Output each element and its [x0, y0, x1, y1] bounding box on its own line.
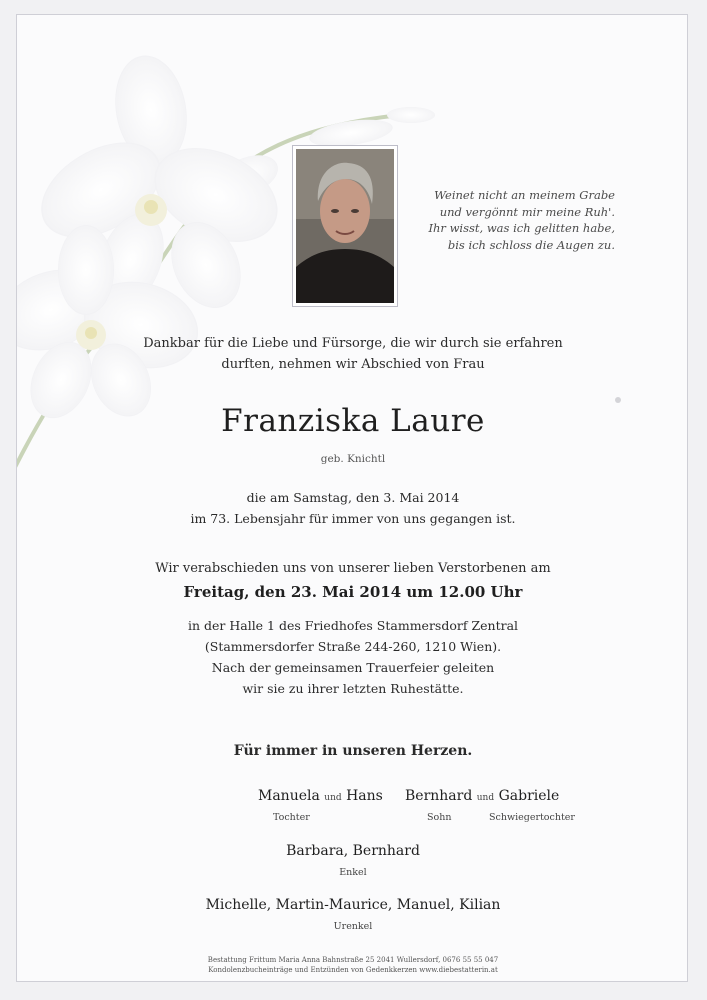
- death-line: im 73. Lebensjahr für immer von uns gegangen ist.: [190, 511, 516, 526]
- role-tochter: Tochter: [273, 812, 310, 823]
- maiden-name: geb. Knichtl: [320, 453, 386, 465]
- role-urenkel: Urenkel: [333, 921, 373, 932]
- und-connector: und: [324, 793, 342, 803]
- mourner-bernhard-gabriele: [405, 788, 559, 804]
- death-line: die am Samstag, den 3. Mai 2014: [246, 490, 460, 505]
- mourner-great-grandchildren: Michelle, Martin-Maurice, Manuel, Kilian: [205, 897, 501, 913]
- poem: [417, 187, 615, 253]
- funeral-home-footer: [17, 955, 688, 975]
- intro-text: [17, 333, 688, 375]
- footer-line: Kondolenzbucheinträge und Entzünden von Gedenkkerzen www.diebestatterin.at: [208, 966, 498, 974]
- intro-line: durften, nehmen wir Abschied von Frau: [221, 357, 485, 372]
- poem-line: Ihr wisst, was ich gelitten habe,: [428, 221, 615, 235]
- death-notice: [17, 487, 688, 529]
- portrait-photo: [292, 145, 398, 307]
- role-enkel: Enkel: [339, 867, 367, 878]
- farewell-intro: Wir verabschieden uns von unserer lieben Verstorbenen am: [155, 561, 551, 576]
- location-line: (Stammersdorfer Straße 244-260, 1210 Wien).: [204, 639, 502, 654]
- poem-line: und vergönnt mir meine Ruh'.: [439, 204, 615, 219]
- location-line: in der Halle 1 des Friedhofes Stammersdorf Zentral: [187, 618, 519, 633]
- location-line: Nach der gemeinsamen Trauerfeier geleiten: [211, 660, 495, 675]
- poem-line: bis ich schloss die Augen zu.: [447, 237, 615, 252]
- location-line: wir sie zu ihrer letzten Ruhestätte.: [242, 681, 464, 696]
- funeral-location: [17, 615, 688, 699]
- mourner-name: Gabriele: [498, 788, 560, 804]
- intro-line: Dankbar für die Liebe und Fürsorge, die wir durch sie erfahren: [143, 336, 563, 351]
- mourner-manuela-hans: [258, 788, 383, 804]
- role-sohn: Sohn: [427, 812, 452, 823]
- mourner-name: Hans: [346, 788, 383, 804]
- mourner-name: Manuela: [258, 788, 320, 804]
- und-connector: und: [476, 793, 495, 803]
- footer-line: Bestattung Frittum Maria Anna Bahnstraße 25 2041 Wullersdorf, 0676 55 55 047: [207, 956, 499, 964]
- poem-line: Weinet nicht an meinem Grabe: [434, 188, 615, 202]
- obituary-card: [16, 14, 688, 982]
- deceased-name: Franziska Laure: [221, 403, 485, 439]
- mourner-name: Bernhard: [405, 788, 473, 804]
- funeral-date: Freitag, den 23. Mai 2014 um 12.00 Uhr: [183, 583, 523, 601]
- mourner-grandchildren: Barbara, Bernhard: [286, 843, 420, 859]
- role-schwiegertochter: Schwiegertochter: [489, 812, 575, 823]
- mourners-heading: Für immer in unseren Herzen.: [233, 743, 473, 759]
